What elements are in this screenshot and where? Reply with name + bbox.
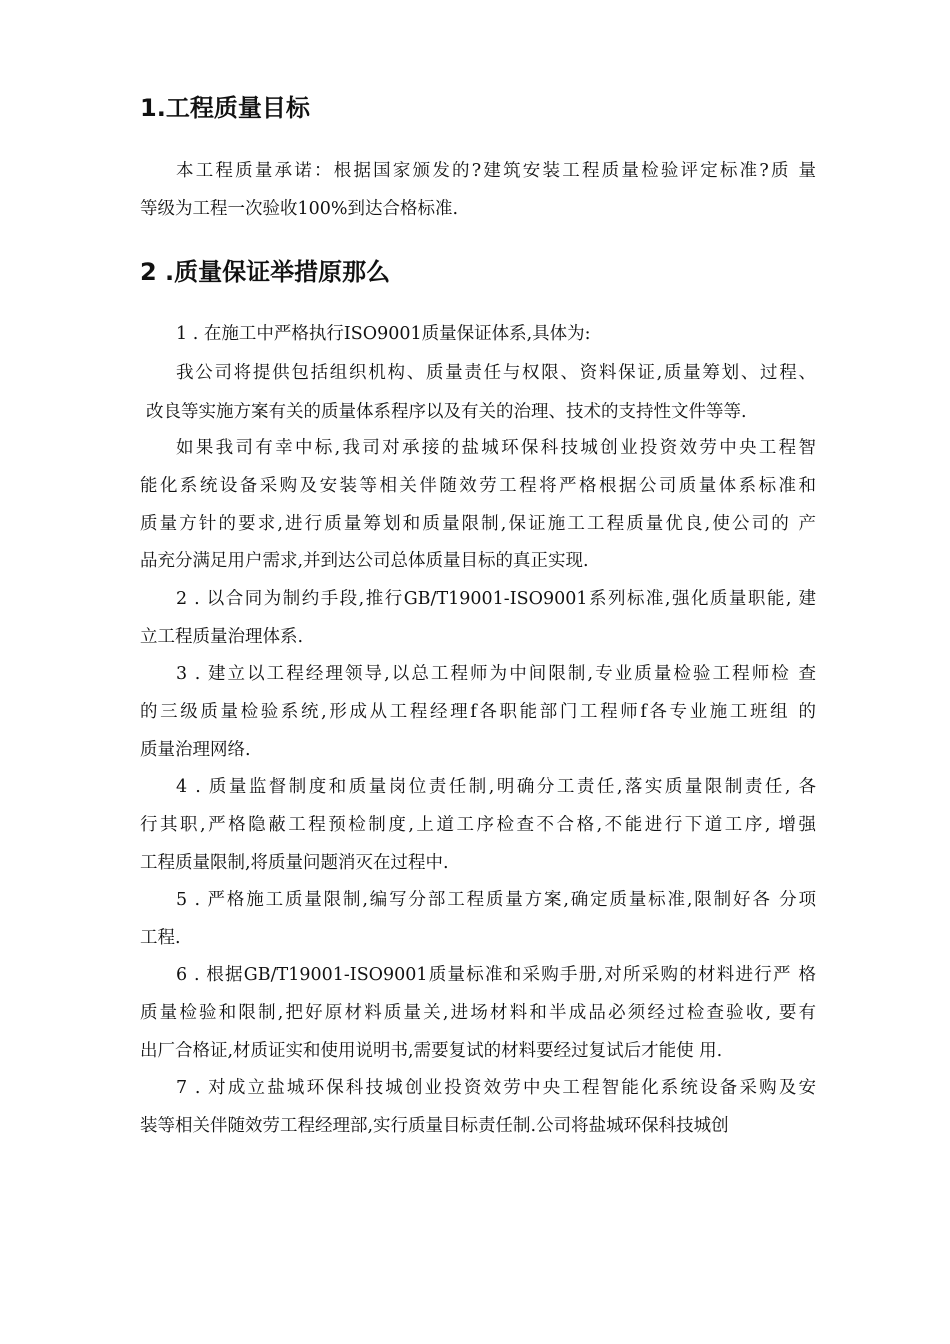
section-2-heading: 2 .质量保证举措原那么	[140, 258, 391, 286]
list-item-7-line: 7 . 对成立盐城环保科技城创业投资效劳中央工程智能化系统设备采购及安	[176, 1078, 816, 1098]
list-item-3-line: 质量治理网络.	[140, 740, 251, 760]
list-item-2-line: 立工程质量治理体系.	[140, 627, 304, 647]
paragraph-line: 我公司将提供包括组织机构、质量责任与权限、资料保证,质量筹划、过程、	[176, 363, 816, 383]
list-item-7-line: 装等相关伴随效劳工程经理部,实行质量目标责任制.公司将盐城环保科技城创	[140, 1116, 729, 1136]
list-item-4-line: 行其职,严格隐蔽工程预检制度,上道工序检查不合格,不能进行下道工序, 增强	[140, 815, 816, 835]
list-item-3-line: 的三级质量检验系统,形成从工程经理f各职能部门工程师f各专业施工班组 的	[140, 702, 816, 722]
list-item-6-line: 6 . 根据GB/T19001-ISO9001质量标准和采购手册,对所采购的材料进行严 格	[176, 965, 816, 985]
paragraph-line: 如果我司有幸中标,我司对承接的盐城环保科技城创业投资效劳中央工程智	[176, 438, 816, 458]
list-item-4-line: 工程质量限制,将质量问题消灭在过程中.	[140, 853, 449, 873]
list-item-2-line: 2 . 以合同为制约手段,推行GB/T19001-ISO9001系列标准,强化质量职能, 建	[176, 589, 816, 609]
list-item-5-line: 5 . 严格施工质量限制,编写分部工程质量方案,确定质量标准,限制好各 分项	[176, 890, 816, 910]
paragraph-line: 质量方针的要求,进行质量筹划和质量限制,保证施工工程质量优良,使公司的 产	[140, 514, 816, 534]
paragraph-line: 能化系统设备采购及安装等相关伴随效劳工程将严格根据公司质量体系标准和	[140, 476, 816, 496]
list-item-3-line: 3 . 建立以工程经理领导,以总工程师为中间限制,专业质量检验工程师检 查	[176, 664, 816, 684]
paragraph-line: 品充分满足用户需求,并到达公司总体质量目标的真正实现.	[140, 551, 589, 571]
section-1-heading: 1.工程质量目标	[140, 94, 310, 122]
list-item-6-line: 质量检验和限制,把好原材料质量关,进场材料和半成品必须经过检查验收, 要有	[140, 1003, 816, 1023]
paragraph-line: 改良等实施方案有关的质量体系程序以及有关的治理、技术的支持性文件等等.	[146, 402, 747, 422]
paragraph-line: 本工程质量承诺：根据国家颁发的?建筑安装工程质量检验评定标准?质 量	[176, 161, 816, 181]
list-item-1-line: 1 . 在施工中严格执行ISO9001质量保证体系,具体为:	[176, 324, 591, 344]
list-item-5-line: 工程.	[140, 928, 181, 948]
list-item-6-line: 出厂合格证,材质证实和使用说明书,需要复试的材料要经过复试后才能使 用.	[140, 1041, 723, 1061]
paragraph-line: 等级为工程一次验收100%到达合格标准.	[140, 199, 459, 219]
list-item-4-line: 4 . 质量监督制度和质量岗位责任制,明确分工责任,落实质量限制责任, 各	[176, 777, 816, 797]
